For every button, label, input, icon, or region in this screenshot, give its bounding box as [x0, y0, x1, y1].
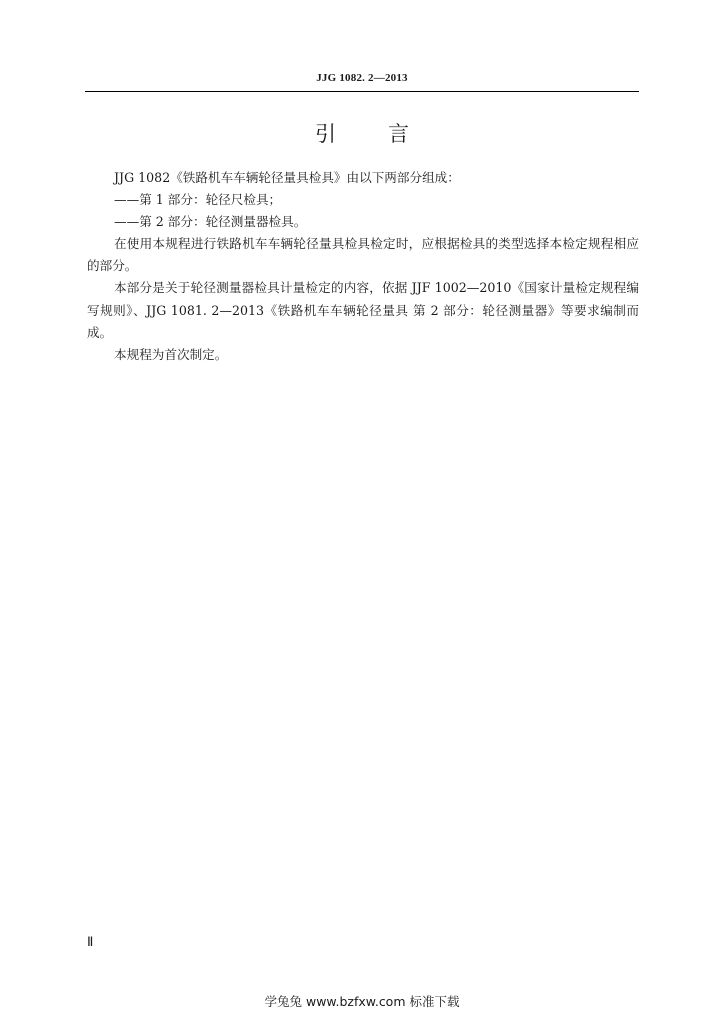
footer-watermark: 学兔兔 www.bzfxw.com 标准下载 — [264, 994, 460, 1009]
paragraph-intro: JJG 1082《铁路机车车辆轮径量具检具》由以下两部分组成： — [114, 170, 460, 185]
list-item-part-2: ——第 2 部分：轮径测量器检具。 — [114, 214, 307, 230]
document-body — [87, 167, 639, 366]
section-title — [0, 118, 724, 148]
document-code-header: JJG 1082. 2—2013 — [316, 72, 408, 84]
paragraph-first-edition: 本规程为首次制定。 — [114, 346, 228, 362]
page-number: Ⅱ — [87, 934, 94, 949]
header-divider — [85, 91, 639, 92]
title-char-2: 言 — [388, 122, 409, 146]
paragraph-basis: 本部分是关于轮径测量器检具计量检定的内容，依据 JJF 1002—2010《国家计量检定规程编写规则》、JJG 1081. 2—2013《铁路机车车辆轮径量具 第 2 部分：轮径测量器》等要求编制而成。 — [87, 280, 639, 340]
paragraph-usage: 在使用本规程进行铁路机车车辆轮径量具检具检定时，应根据检具的类型选择本检定规程相应的部分。 — [87, 236, 639, 274]
title-char-1: 引 — [315, 122, 336, 146]
list-item-part-1: ——第 1 部分：轮径尺检具； — [114, 192, 282, 208]
